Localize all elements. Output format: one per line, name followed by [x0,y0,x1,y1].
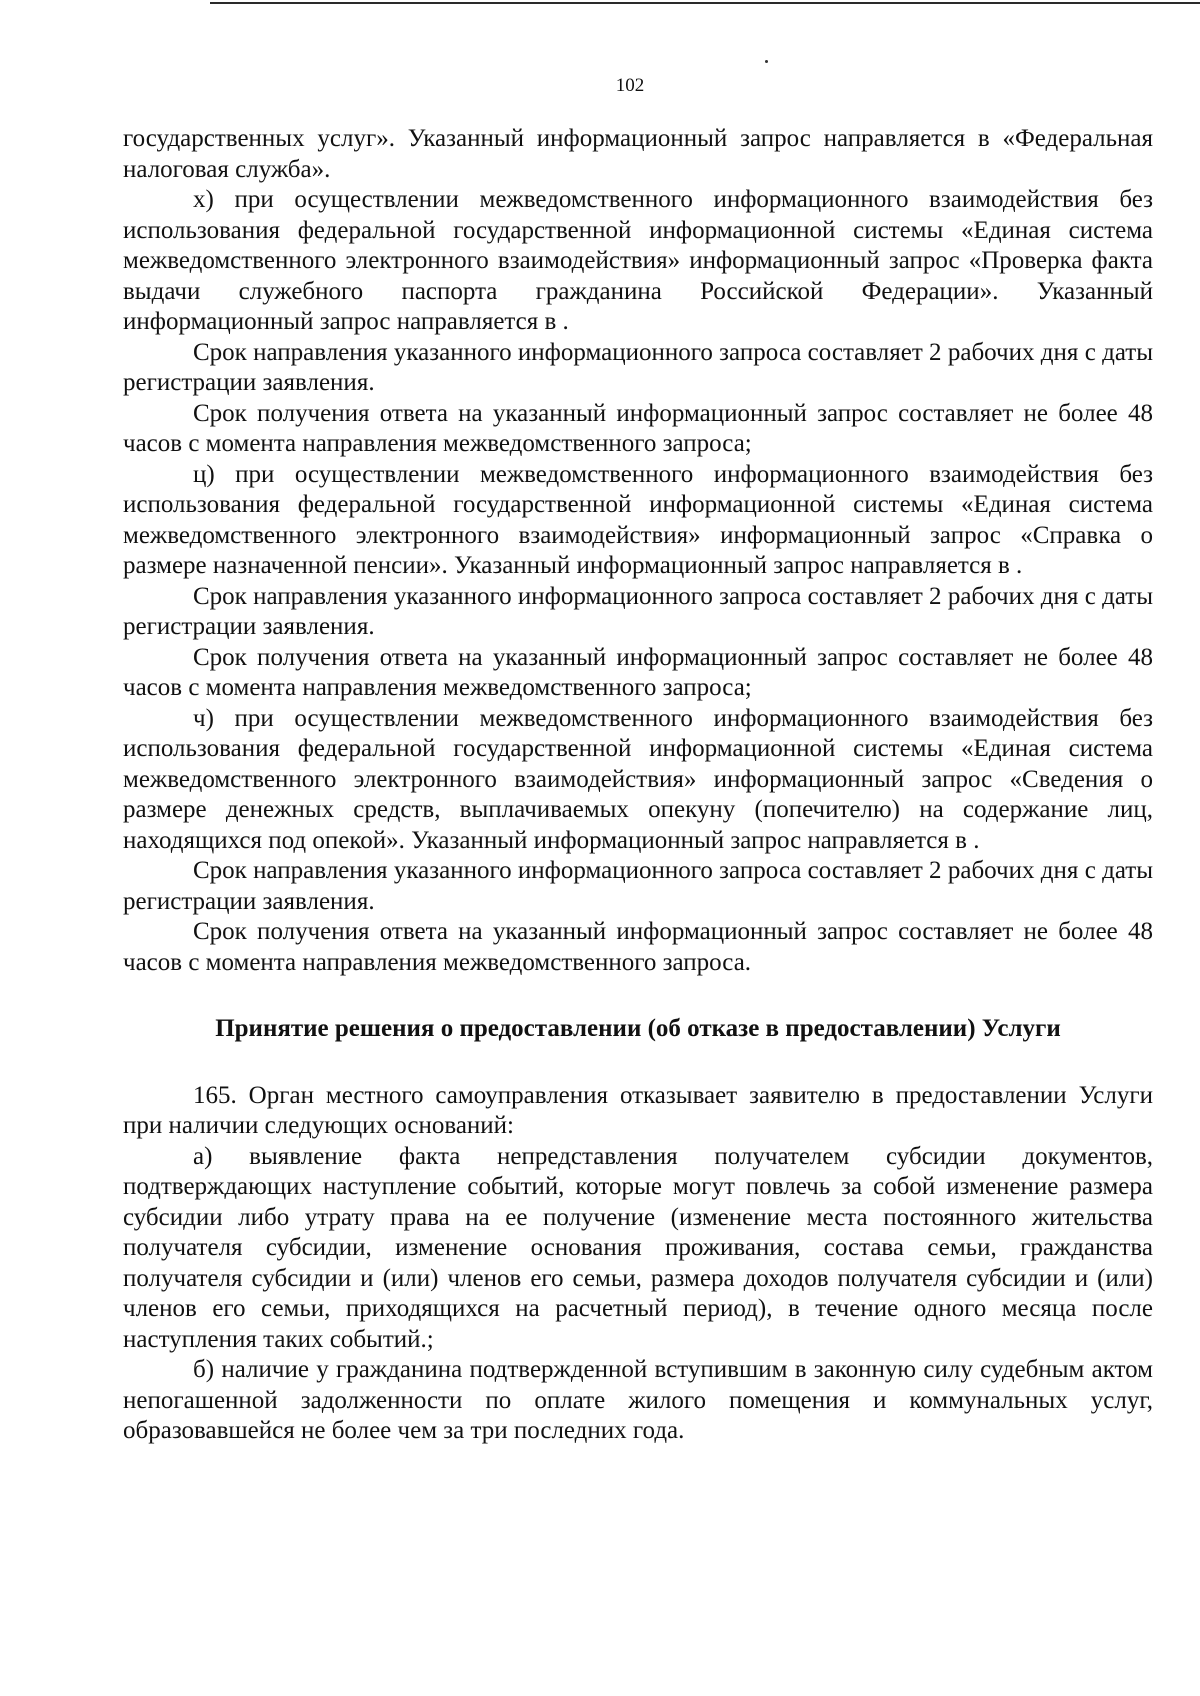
document-body [123,124,1153,1447]
paragraph-response-deadline: Срок получения ответа на указанный информационный запрос составляет не более 48 часов с момента направления межведомственного запроса; [123,643,1153,701]
scan-speck [765,60,768,63]
scan-top-edge-line [210,2,1200,4]
paragraph-ground-a: а) выявление факта непредставления получателем субсидии документов, подтверждающих наступление событий, которые могут повлечь за собой изменение размера субсидии либо утрату права на ее получение (изменение места постоянного жительства получателя субсидии, изменение основания проживания, состава семьи, гражданства получателя субсидии и (или) членов его семьи, размера доходов получателя субсидии и (или) членов его семьи, приходящихся на расчетный период), в течение одного месяца после наступления таких событий.; [123,1142,1153,1353]
paragraph-item-ts: ц) при осуществлении межведомственного информационного взаимодействия без использования федеральной государственной информационной системы «Единая система межведомственного электронного взаимодействия» информационный запрос «Справка о размере назначенной пенсии». Указанный информационный запрос направляется в . [123,460,1153,579]
paragraph-ground-b: б) наличие у гражданина подтвержденной вступившим в законную силу судебным актом непогашенной задолженности по оплате жилого помещения и коммунальных услуг, образовавшейся не более чем за три последних года. [123,1356,1153,1444]
paragraph-send-deadline: Срок направления указанного информационного запроса составляет 2 рабочих дня с даты регистрации заявления. [123,582,1153,640]
paragraph-response-deadline: Срок получения ответа на указанный информационный запрос составляет не более 48 часов с момента направления межведомственного запроса. [123,918,1153,976]
paragraph-send-deadline: Срок направления указанного информационного запроса составляет 2 рабочих дня с даты регистрации заявления. [123,857,1153,915]
paragraph-clause-165: 165. Орган местного самоуправления отказывает заявителю в предоставлении Услуги при наличии следующих оснований: [123,1081,1153,1139]
page-number: 102 [615,75,645,96]
paragraph-send-deadline: Срок направления указанного информационного запроса составляет 2 рабочих дня с даты регистрации заявления. [123,338,1153,396]
paragraph-item-ch: ч) при осуществлении межведомственного информационного взаимодействия без использования федеральной государственной информационной системы «Единая система межведомственного электронного взаимодействия» информационный запрос «Сведения о размере денежных средств, выплачиваемых опекуну (попечителю) на содержание лиц, находящихся под опекой». Указанный информационный запрос направляется в . [123,704,1153,854]
paragraph-continuation: государственных услуг». Указанный информационный запрос направляется в «Федеральная налоговая служба». [123,125,1153,183]
paragraph-response-deadline: Срок получения ответа на указанный информационный запрос составляет не более 48 часов с момента направления межведомственного запроса; [123,399,1153,457]
section-heading: Принятие решения о предоставлении (об отказе в предоставлении) Услуги [215,1015,1061,1042]
paragraph-item-kh: х) при осуществлении межведомственного информационного взаимодействия без использования федеральной государственной информационной системы «Единая система межведомственного электронного взаимодействия» информационный запрос «Проверка факта выдачи служебного паспорта гражданина Российской Федерации». Указанный информационный запрос направляется в . [123,186,1153,335]
